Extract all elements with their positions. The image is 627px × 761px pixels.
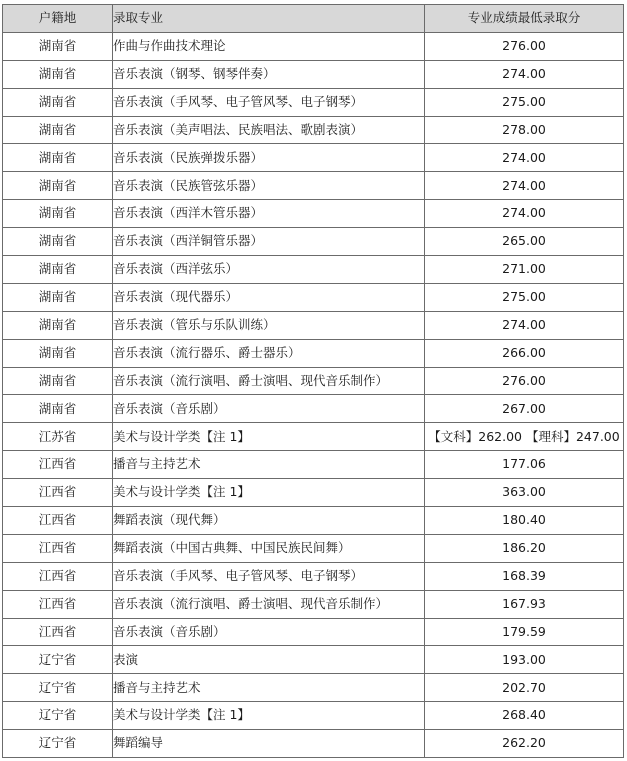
cell-major: 播音与主持艺术: [113, 451, 425, 479]
cell-score: 168.39: [425, 562, 624, 590]
cell-score: 275.00: [425, 88, 624, 116]
table-row: [3, 339, 624, 367]
cell-score: 266.00: [425, 339, 624, 367]
table-row: [3, 674, 624, 702]
table-row: [3, 534, 624, 562]
cell-score: 268.40: [425, 702, 624, 730]
cell-major: 音乐表演（手风琴、电子管风琴、电子钢琴）: [113, 562, 425, 590]
cell-major: 音乐表演（手风琴、电子管风琴、电子钢琴）: [113, 88, 425, 116]
cell-major: 作曲与作曲技术理论: [113, 32, 425, 60]
cell-score: 202.70: [425, 674, 624, 702]
cell-score: 186.20: [425, 534, 624, 562]
cell-province: 湖南省: [3, 116, 113, 144]
cell-major: 音乐表演（流行演唱、爵士演唱、现代音乐制作）: [113, 367, 425, 395]
table-row: [3, 228, 624, 256]
table-row: [3, 507, 624, 535]
cell-score: 【文科】262.00 【理科】247.00: [425, 423, 624, 451]
table-row: [3, 60, 624, 88]
table-row: [3, 423, 624, 451]
header-score: 专业成绩最低录取分: [425, 5, 624, 33]
admission-score-table: [2, 4, 624, 758]
cell-major: 音乐表演（钢琴、钢琴伴奏）: [113, 60, 425, 88]
cell-major: 音乐表演（音乐剧）: [113, 395, 425, 423]
cell-province: 江西省: [3, 590, 113, 618]
cell-score: 193.00: [425, 646, 624, 674]
table-row: [3, 702, 624, 730]
table-row: [3, 256, 624, 284]
cell-province: 湖南省: [3, 32, 113, 60]
cell-major: 美术与设计学类【注 1】: [113, 479, 425, 507]
cell-score: 276.00: [425, 367, 624, 395]
cell-province: 辽宁省: [3, 702, 113, 730]
cell-score: 276.00: [425, 32, 624, 60]
table-header: [3, 5, 624, 33]
table-row: [3, 618, 624, 646]
header-major: 录取专业: [113, 5, 425, 33]
table-row: [3, 311, 624, 339]
cell-major: 音乐表演（流行演唱、爵士演唱、现代音乐制作）: [113, 590, 425, 618]
cell-score: 179.59: [425, 618, 624, 646]
cell-province: 湖南省: [3, 256, 113, 284]
cell-major: 播音与主持艺术: [113, 674, 425, 702]
table-row: [3, 730, 624, 758]
cell-province: 辽宁省: [3, 646, 113, 674]
cell-major: 音乐表演（美声唱法、民族唱法、歌剧表演）: [113, 116, 425, 144]
cell-major: 音乐表演（流行器乐、爵士器乐）: [113, 339, 425, 367]
table-row: [3, 479, 624, 507]
cell-major: 音乐表演（民族管弦乐器）: [113, 172, 425, 200]
cell-major: 美术与设计学类【注 1】: [113, 702, 425, 730]
cell-major: 音乐表演（西洋铜管乐器）: [113, 228, 425, 256]
table-row: [3, 88, 624, 116]
cell-province: 湖南省: [3, 283, 113, 311]
cell-province: 湖南省: [3, 88, 113, 116]
cell-score: 363.00: [425, 479, 624, 507]
cell-province: 江西省: [3, 618, 113, 646]
cell-province: 湖南省: [3, 144, 113, 172]
cell-major: 音乐表演（民族弹拨乐器）: [113, 144, 425, 172]
table-row: [3, 172, 624, 200]
table-body: [3, 32, 624, 757]
cell-major: 音乐表演（西洋弦乐）: [113, 256, 425, 284]
table-row: [3, 646, 624, 674]
cell-score: 274.00: [425, 60, 624, 88]
cell-score: 262.20: [425, 730, 624, 758]
table-row: [3, 283, 624, 311]
cell-score: 274.00: [425, 311, 624, 339]
cell-province: 江西省: [3, 534, 113, 562]
cell-major: 音乐表演（管乐与乐队训练）: [113, 311, 425, 339]
cell-province: 江西省: [3, 479, 113, 507]
cell-score: 180.40: [425, 507, 624, 535]
table-row: [3, 451, 624, 479]
cell-score: 274.00: [425, 200, 624, 228]
table-row: [3, 144, 624, 172]
cell-province: 湖南省: [3, 60, 113, 88]
cell-score: 177.06: [425, 451, 624, 479]
cell-score: 274.00: [425, 172, 624, 200]
table-row: [3, 32, 624, 60]
cell-score: 275.00: [425, 283, 624, 311]
table-row: [3, 590, 624, 618]
cell-province: 湖南省: [3, 228, 113, 256]
cell-province: 湖南省: [3, 339, 113, 367]
table-row: [3, 562, 624, 590]
cell-major: 音乐表演（音乐剧）: [113, 618, 425, 646]
cell-score: 267.00: [425, 395, 624, 423]
cell-province: 辽宁省: [3, 674, 113, 702]
cell-province: 湖南省: [3, 395, 113, 423]
cell-score: 167.93: [425, 590, 624, 618]
table-row: [3, 395, 624, 423]
cell-major: 舞蹈编导: [113, 730, 425, 758]
cell-province: 辽宁省: [3, 730, 113, 758]
cell-province: 湖南省: [3, 311, 113, 339]
cell-major: 舞蹈表演（中国古典舞、中国民族民间舞）: [113, 534, 425, 562]
cell-province: 江西省: [3, 562, 113, 590]
cell-score: 265.00: [425, 228, 624, 256]
cell-province: 江苏省: [3, 423, 113, 451]
cell-major: 音乐表演（现代器乐）: [113, 283, 425, 311]
table-row: [3, 200, 624, 228]
cell-major: 美术与设计学类【注 1】: [113, 423, 425, 451]
cell-province: 江西省: [3, 451, 113, 479]
cell-major: 表演: [113, 646, 425, 674]
cell-province: 江西省: [3, 507, 113, 535]
cell-score: 271.00: [425, 256, 624, 284]
cell-major: 音乐表演（西洋木管乐器）: [113, 200, 425, 228]
header-row: [3, 5, 624, 33]
table-row: [3, 367, 624, 395]
cell-province: 湖南省: [3, 200, 113, 228]
cell-score: 274.00: [425, 144, 624, 172]
cell-province: 湖南省: [3, 367, 113, 395]
cell-score: 278.00: [425, 116, 624, 144]
cell-major: 舞蹈表演（现代舞）: [113, 507, 425, 535]
header-province: 户籍地: [3, 5, 113, 33]
cell-province: 湖南省: [3, 172, 113, 200]
table-row: [3, 116, 624, 144]
